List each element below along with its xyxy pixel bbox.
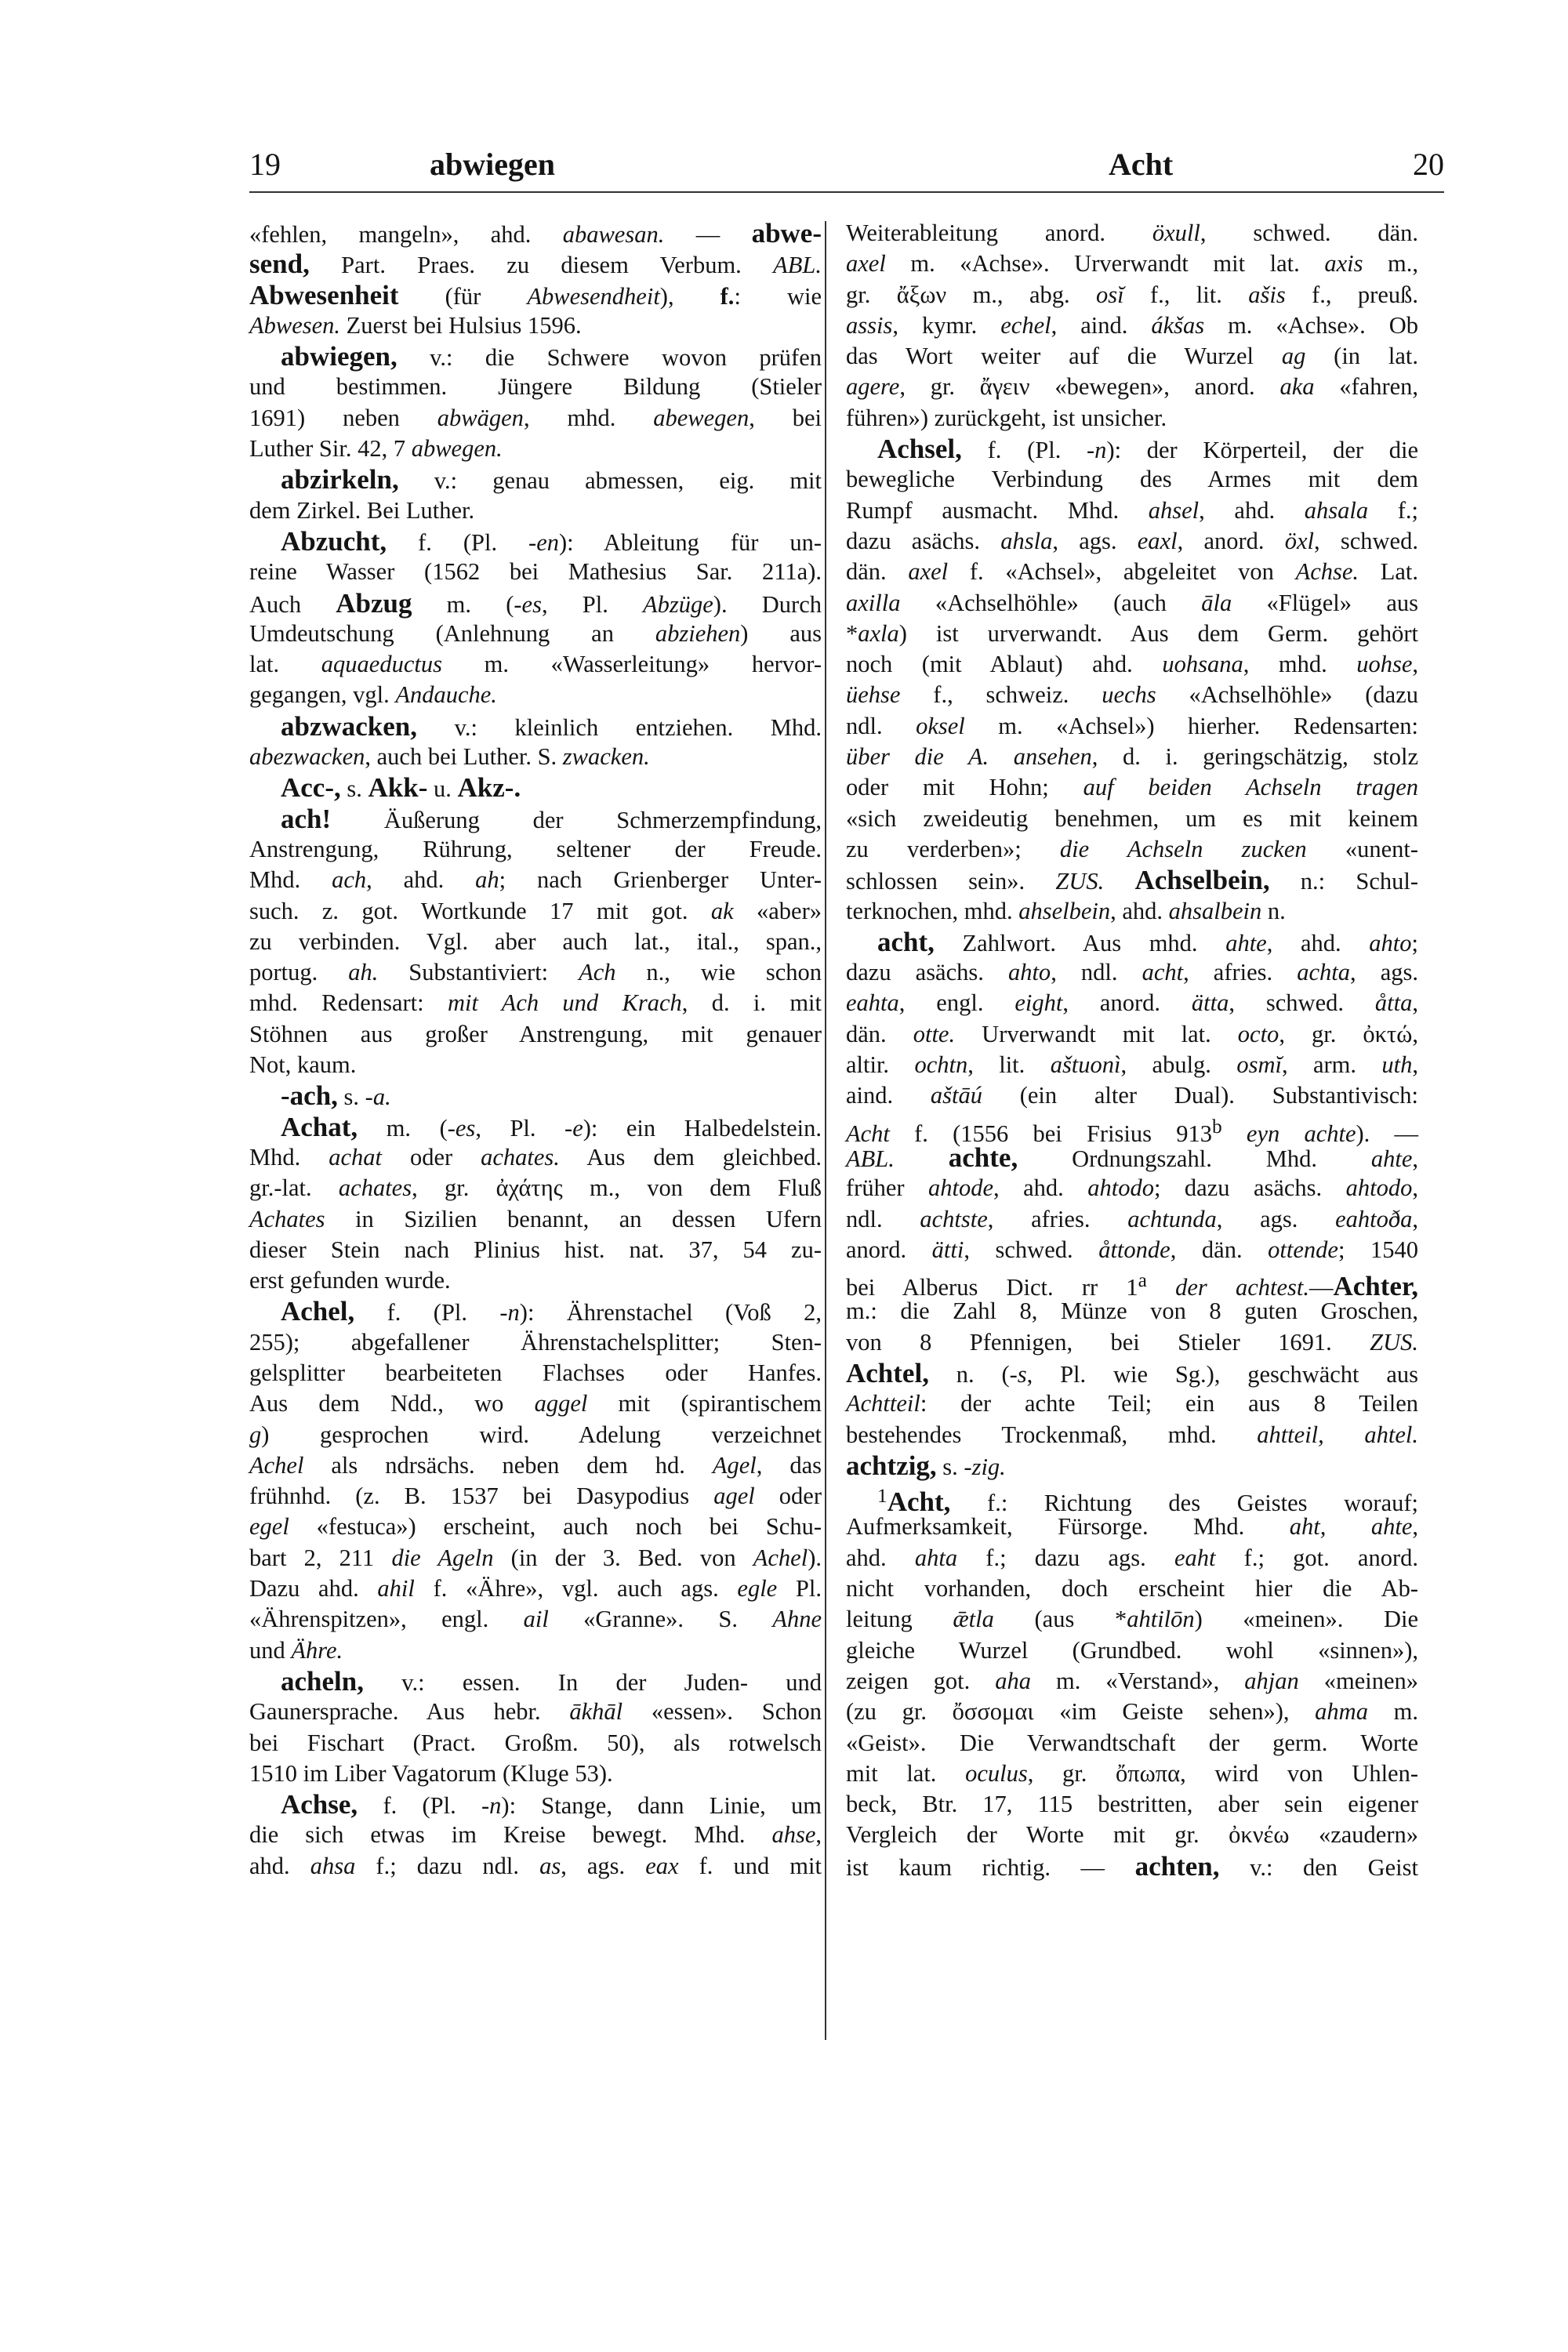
text-line: beck, Btr. 17, 115 bestritten, aber sein eigener: [846, 1791, 1418, 1818]
text-line: 1510 im Liber Vagatorum (Kluge 53).: [249, 1759, 613, 1787]
text-line: egel «festuca») erscheint, auch noch bei Schu-: [249, 1513, 822, 1541]
text-line: leitung ǣtla (aus *ahtilōn) «meinen». Die: [846, 1606, 1418, 1633]
text-line: ndl. achtste, afries. achtunda, ags. eahtoða,: [846, 1205, 1418, 1232]
text-line: bestehendes Trockenmaß, mhd. ahtteil, ahtel.: [846, 1421, 1418, 1448]
text-line: ahd. ahta f.; dazu ags. eaht f.; got. anord.: [846, 1544, 1418, 1571]
text-line: Achat, m. (-es, Pl. -e): ein Halbedelstein.: [281, 1111, 822, 1142]
text-line: das Wort weiter auf die Wurzel ag (in lat.: [846, 343, 1418, 370]
text-line: aind. aštāú (ein alter Dual). Substantivisch:: [846, 1082, 1419, 1109]
text-line: dazu asächs. ahsla, ags. eaxl, anord. öxl, schwed.: [846, 527, 1418, 554]
text-line: frühnhd. (z. B. 1537 bei Dasypodius agel oder: [249, 1483, 822, 1510]
text-line: Dazu ahd. ahil f. «Ähre», vgl. auch ags. egle Pl.: [249, 1575, 822, 1602]
text-line: assis, kymr. echel, aind. ákšas m. «Achse». Ob: [846, 311, 1418, 339]
text-line: bart 2, 211 die Ageln (in der 3. Bed. von Achel).: [249, 1544, 822, 1571]
text-line: mit lat. oculus, gr. ὄπωπα, wird von Uhlen-: [846, 1759, 1418, 1787]
text-line: Umdeutschung (Anlehnung an abziehen) aus: [249, 619, 822, 647]
text-line: zu verderben»; die Achseln zucken «unent-: [846, 835, 1419, 862]
text-line: oder mit Hohn; auf beiden Achseln tragen: [846, 774, 1418, 801]
text-line: gr. ἄξων m., abg. osĭ f., lit. ašis f., preuß.: [846, 281, 1418, 308]
text-line: dem Zirkel. Bei Luther.: [249, 496, 475, 524]
text-line: schlossen sein». ZUS. Achselbein, n.: Schul-: [846, 865, 1419, 896]
text-line: such. z. got. Wortkunde 17 mit got. ak «aber»: [249, 897, 822, 924]
text-line: ach! Äußerung der Schmerzempfindung,: [281, 803, 822, 834]
text-line: eahta, engl. eight, anord. ätta, schwed. åtta,: [846, 989, 1418, 1017]
text-line: terknochen, mhd. ahselbein, ahd. ahsalbein n.: [846, 897, 1286, 924]
text-line: dän. otte. Urverwandt mit lat. octo, gr. ὀκτώ,: [846, 1020, 1418, 1047]
text-line: und bestimmen. Jüngere Bildung (Stieler: [249, 373, 822, 401]
text-line: ndl. oksel m. «Achsel») hierher. Redensarten:: [846, 712, 1418, 739]
right-column: [846, 218, 1418, 1882]
text-line: erst gefunden wurde.: [249, 1267, 451, 1294]
text-line: anord. ätti, schwed. åttonde, dän. ottende; 1540: [846, 1236, 1418, 1263]
text-line: ahd. ahsa f.; dazu ndl. as, ags. eax f. und mit: [249, 1852, 822, 1879]
text-line: gegangen, vgl. Andauche.: [249, 681, 497, 709]
running-headword-right: Acht: [1109, 147, 1174, 182]
text-line: Luther Sir. 42, 7 abwegen.: [249, 435, 503, 463]
text-line: Achse, f. (Pl. -n): Stange, dann Linie, um: [281, 1789, 822, 1820]
text-line: $^1$Acht, f.: Richtung des Geistes worauf;: [877, 1485, 1418, 1518]
text-line: Not, kaum.: [249, 1051, 357, 1079]
text-line: die sich etwas im Kreise bewegt. Mhd. ahse,: [249, 1821, 822, 1849]
text-line: *axla) ist urverwandt. Aus dem Germ. gehört: [846, 619, 1418, 647]
text-line: «fehlen, mangeln», ahd. abawesan. — abwe-: [249, 218, 822, 249]
text-line: axel m. «Achse». Urverwandt mit lat. axis m.,: [846, 250, 1419, 278]
page-number-right: 20: [1413, 147, 1444, 182]
text-line: gelsplitter bearbeiteten Flachses oder Hanfes.: [249, 1359, 822, 1386]
text-line: und Ähre.: [249, 1636, 343, 1664]
text-line: Rumpf ausmacht. Mhd. ahsel, ahd. ahsala f.;: [846, 496, 1418, 524]
text-line: bei Alberus Dict. rr 1$^a$ der achtest.—Achter,: [846, 1269, 1419, 1302]
text-line: (zu gr. ὄσσομαι «im Geiste sehen»), ahma m.: [846, 1698, 1418, 1726]
text-line: Mhd. achat oder achates. Aus dem gleichbed.: [249, 1143, 822, 1171]
text-line: 1691) neben abwägen, mhd. abewegen, bei: [249, 404, 822, 431]
header-rule: [249, 191, 1444, 193]
text-line: zu verbinden. Vgl. aber auch lat., ital., span.,: [249, 927, 822, 955]
text-line: Abzucht, f. (Pl. -en): Ableitung für un-: [281, 525, 822, 557]
text-line: -ach, s. -a.: [281, 1080, 391, 1112]
text-line: ABL. achte, Ordnungszahl. Mhd. ahte,: [846, 1142, 1418, 1173]
text-line: dazu asächs. ahto, ndl. acht, afries. achta, ags.: [846, 959, 1418, 986]
text-line: achtzig, s. -zig.: [846, 1450, 1006, 1481]
text-line: Achates in Sizilien benannt, an dessen Ufern: [249, 1205, 822, 1232]
text-line: Vergleich der Worte mit gr. ὀκνέω «zaudern»: [846, 1821, 1418, 1849]
text-line: Achtel, n. (-s, Pl. wie Sg.), geschwächt aus: [846, 1357, 1418, 1388]
text-line: reine Wasser (1562 bei Mathesius Sar. 211a).: [249, 558, 822, 586]
text-line: dieser Stein nach Plinius hist. nat. 37, 54 zu-: [249, 1236, 822, 1263]
running-header: [249, 146, 1444, 188]
text-line: Acht f. (1556 bei Frisius 913$^b$ eyn achte). —: [846, 1115, 1418, 1147]
text-line: altir. ochtn, lit. aštuonì, abulg. osmĭ, arm. uth,: [846, 1051, 1419, 1079]
text-line: portug. ah. Substantiviert: Ach n., wie schon: [249, 959, 822, 986]
text-line: noch (mit Ablaut) ahd. uohsana, mhd. uohse,: [846, 651, 1418, 678]
text-line: üehse f., schweiz. uechs «Achselhöhle» (dazu: [846, 681, 1418, 709]
text-line: abwiegen, v.: die Schwere wovon prüfen: [281, 341, 822, 372]
text-line: abzwacken, v.: kleinlich entziehen. Mhd.: [281, 710, 822, 742]
text-line: abzirkeln, v.: genau abmessen, eig. mit: [281, 464, 822, 495]
text-line: Anstrengung, Rührung, seltener der Freude.: [249, 835, 822, 862]
running-headword-left: abwiegen: [430, 147, 555, 182]
text-line: Abwesen. Zuerst bei Hulsius 1596.: [249, 311, 582, 339]
page-number-left: 19: [249, 147, 281, 182]
text-line: acht, Zahlwort. Aus mhd. ahte, ahd. ahto;: [877, 926, 1418, 957]
text-line: Aufmerksamkeit, Fürsorge. Mhd. aht, ahte,: [846, 1513, 1418, 1541]
text-line: Gaunersprache. Aus hebr. ākhāl «essen». Schon: [249, 1698, 822, 1726]
text-line: lat. aquaeductus m. «Wasserleitung» hervor-: [249, 651, 822, 678]
text-line: Achtteil: der achte Teil; ein aus 8 Teilen: [846, 1390, 1418, 1417]
text-line: Abwesenheit (für Abwesendheit), f.: wie: [249, 279, 822, 310]
text-line: agere, gr. ἄγειν «bewegen», anord. aka «fahren,: [846, 373, 1419, 401]
text-line: 255); abgefallener Ährenstachelsplitter; Sten-: [249, 1328, 822, 1356]
text-line: nicht vorhanden, doch erscheint hier die Ab-: [846, 1575, 1418, 1602]
text-line: Stöhnen aus großer Anstrengung, mit genauer: [249, 1020, 822, 1047]
text-line: m.: die Zahl 8, Münze von 8 guten Groschen,: [846, 1298, 1418, 1325]
text-line: über die A. ansehen, d. i. geringschätzig, stolz: [846, 743, 1418, 771]
text-line: Achel, f. (Pl. -n): Ährenstachel (Voß 2,: [281, 1296, 822, 1327]
left-column: [249, 218, 822, 1882]
text-line: Auch Abzug m. (-es, Pl. Abzüge). Durch: [249, 587, 822, 619]
text-line: g) gesprochen wird. Adelung verzeichnet: [249, 1421, 822, 1448]
text-line: «Ährenspitzen», engl. ail «Granne». S. Ahne: [249, 1606, 822, 1633]
text-line: Weiterableitung anord. öxull, schwed. dän.: [846, 220, 1418, 246]
text-line: «Geist». Die Verwandtschaft der germ. Worte: [846, 1729, 1418, 1756]
text-line: Aus dem Ndd., wo aggel mit (spirantischem: [249, 1390, 822, 1417]
text-line: Achel als ndrsächs. neben dem hd. Agel, das: [249, 1451, 822, 1479]
text-line: acheln, v.: essen. In der Juden- und: [281, 1665, 822, 1697]
text-line: Acc-, s. Akk- u. Akz-.: [281, 772, 521, 804]
text-line: axilla «Achselhöhle» (auch āla «Flügel» aus: [846, 589, 1419, 616]
column-divider: [825, 221, 826, 2040]
text-line: führen») zurückgeht, ist unsicher.: [846, 404, 1167, 431]
text-line: abezwacken, auch bei Luther. S. zwacken.: [249, 743, 650, 771]
text-line: bewegliche Verbindung des Armes mit dem: [846, 466, 1418, 493]
text-line: Achsel, f. (Pl. -n): der Körperteil, der die: [877, 434, 1418, 465]
text-line: gr.-lat. achates, gr. ἀχάτης m., von dem Fluß: [249, 1174, 822, 1202]
text-line: früher ahtode, ahd. ahtodo; dazu asächs. ahtodo,: [846, 1174, 1419, 1202]
text-line: gleiche Wurzel (Grundbed. wohl «sinnen»),: [846, 1636, 1418, 1664]
text-line: send, Part. Praes. zu diesem Verbum. ABL.: [249, 249, 822, 280]
text-line: ist kaum richtig. — achten, v.: den Geist: [846, 1850, 1418, 1882]
text-line: «sich zweideutig benehmen, um es mit keinem: [846, 804, 1418, 832]
text-line: dän. axel f. «Achsel», abgeleitet von Achse. Lat.: [846, 558, 1418, 586]
text-line: zeigen got. aha m. «Verstand», ahjan «meinen»: [846, 1667, 1418, 1694]
text-line: von 8 Pfennigen, bei Stieler 1691. ZUS.: [846, 1328, 1418, 1356]
text-line: bei Fischart (Pract. Großm. 50), als rotwelsch: [249, 1729, 822, 1756]
text-line: mhd. Redensart: mit Ach und Krach, d. i. mit: [249, 989, 822, 1017]
text-line: Mhd. ach, ahd. ah; nach Grienberger Unter-: [249, 866, 822, 894]
